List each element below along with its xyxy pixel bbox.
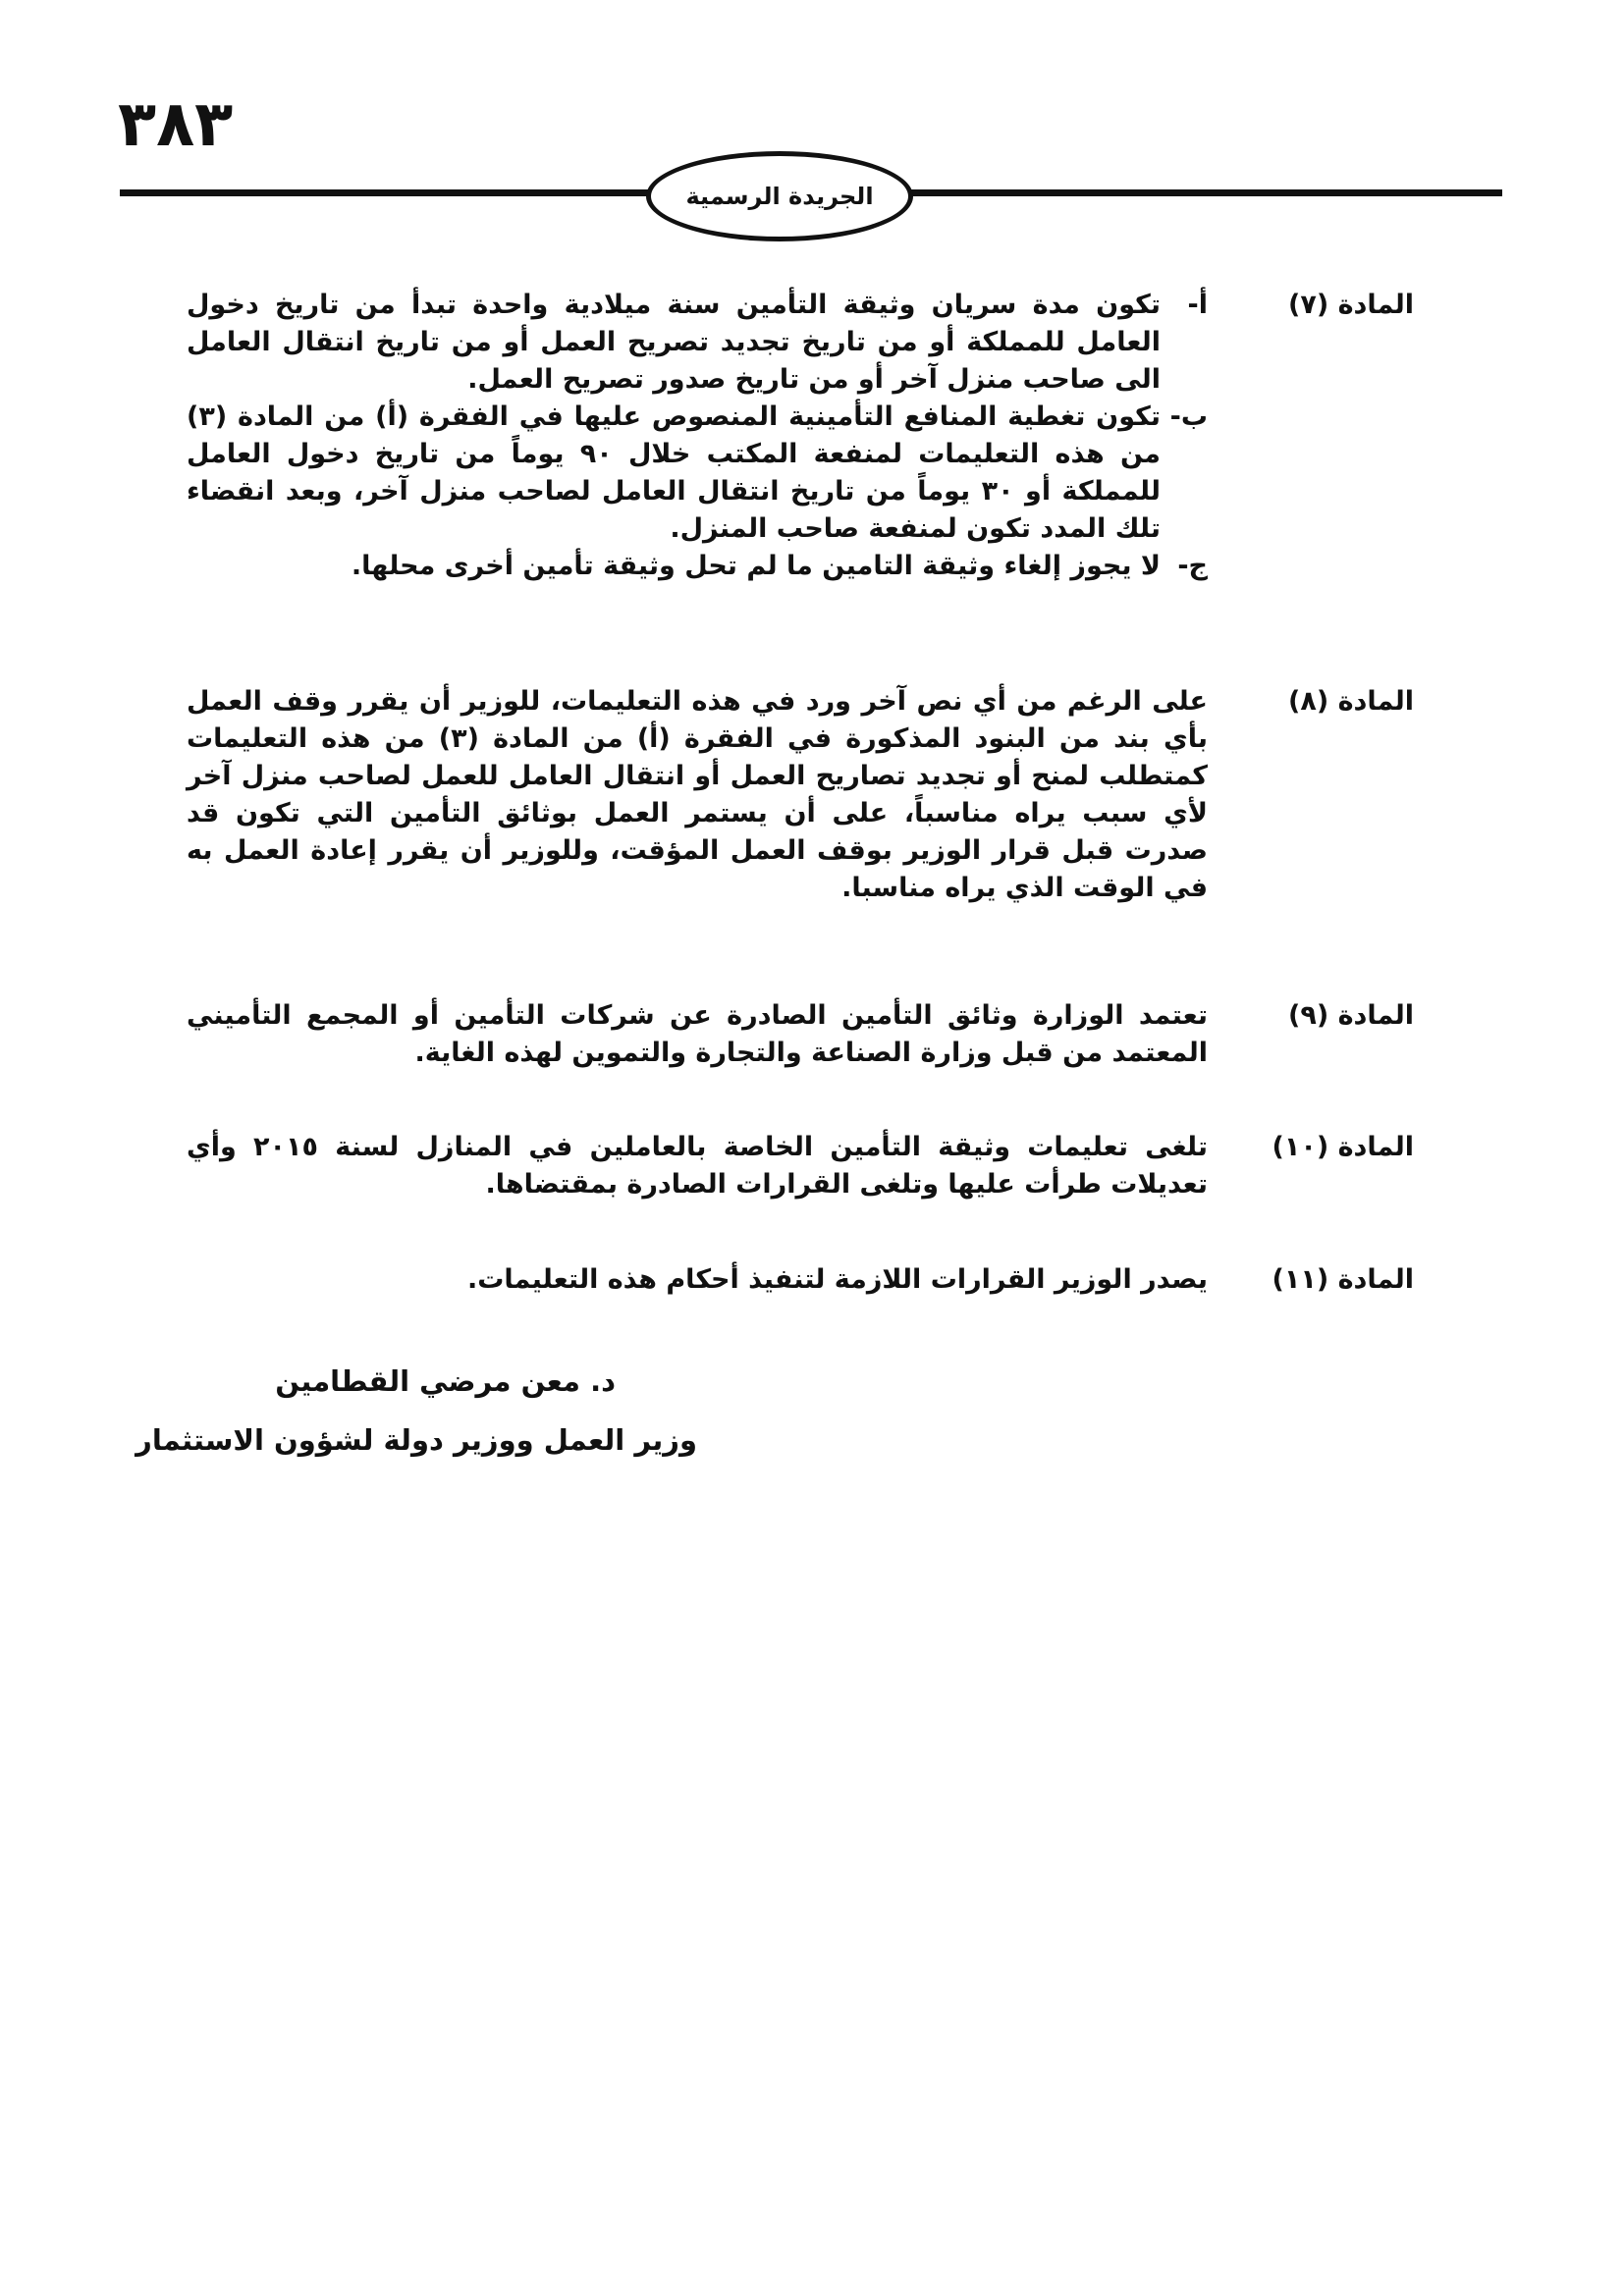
- article-body: تعتمد الوزارة وثائق التأمين الصادرة عن شركات التأمين أو المجمع التأميني المعتمد من قبل وزارة الصناعة والتجارة والتموين لهذه الغاية.: [187, 1000, 1208, 1068]
- page-number: ٣٨٣: [118, 88, 234, 161]
- clause-text: تكون مدة سريان وثيقة التأمين سنة ميلادية واحدة تبدأ من تاريخ دخول العامل للمملكة أو من تاريخ تجديد تصريح العمل أو من تاريخ انتقال العامل الى صاحب منزل آخر أو من تاريخ صدور تصريح العمل.: [187, 290, 1161, 395]
- signatory-name: د. معن مرضي القطامين: [275, 1364, 616, 1398]
- article-7: [187, 287, 1414, 585]
- article-label: المادة (١١): [1272, 1264, 1414, 1295]
- article-body: [187, 287, 1208, 585]
- clause-text: تكون تغطية المنافع التأمينية المنصوص عليها في الفقرة (أ) من المادة (٣) من هذه التعليمات لمنفعة المكتب خلال ٩٠ يوماً من تاريخ دخول العامل للمملكة أو ٣٠ يوماً من تاريخ انتقال العامل لصاحب منزل آخر، وبعد انقضاء تلك المدد تكون لمنفعة صاحب المنزل.: [187, 401, 1162, 544]
- article-body: على الرغم من أي نص آخر ورد في هذه التعليمات، للوزير أن يقرر وقف العمل بأي بند من البنود المذكورة في الفقرة (أ) من المادة (٣) من هذه التعليمات كمتطلب لمنح أو تجديد تصاريح العمل أو انتقال العامل للعمل لصاحب منزل آخر لأي سبب يراه مناسباً، على أن يستمر العمل بوثائق التأمين التي تكون قد صدرت قبل قرار الوزير بوقف العمل المؤقت، وللوزير أن يقرر إعادة العمل به في الوقت الذي يراه مناسبا.: [187, 686, 1208, 903]
- clause-c: [187, 548, 1208, 585]
- clause-a: [187, 287, 1208, 399]
- clause-letter: ب-: [1169, 401, 1208, 432]
- clause-letter: ج-: [1177, 551, 1208, 581]
- article-10: [187, 1129, 1414, 1203]
- clause-text: لا يجوز إلغاء وثيقة التامين ما لم تحل وثيقة تأمين أخرى محلها.: [351, 551, 1161, 581]
- article-body: تلغى تعليمات وثيقة التأمين الخاصة بالعاملين في المنازل لسنة ٢٠١٥ وأي تعديلات طرأت عليها وتلغى القرارات الصادرة بمقتضاها.: [187, 1132, 1208, 1200]
- article-8: [187, 683, 1414, 907]
- clause-b: [187, 399, 1208, 548]
- article-body: يصدر الوزير القرارات اللازمة لتنفيذ أحكام هذه التعليمات.: [467, 1264, 1208, 1295]
- article-11: [187, 1261, 1414, 1299]
- clause-letter: أ-: [1187, 290, 1208, 320]
- article-label: المادة (٨): [1288, 686, 1414, 717]
- article-label: المادة (٧): [1288, 290, 1414, 320]
- article-label: المادة (١٠): [1272, 1132, 1414, 1162]
- article-9: [187, 997, 1414, 1072]
- signatory-title: وزير العمل ووزير دولة لشؤون الاستثمار: [135, 1423, 697, 1457]
- gazette-title-oval: [646, 151, 913, 241]
- article-label: المادة (٩): [1288, 1000, 1414, 1031]
- gazette-title: الجريدة الرسمية: [685, 183, 874, 210]
